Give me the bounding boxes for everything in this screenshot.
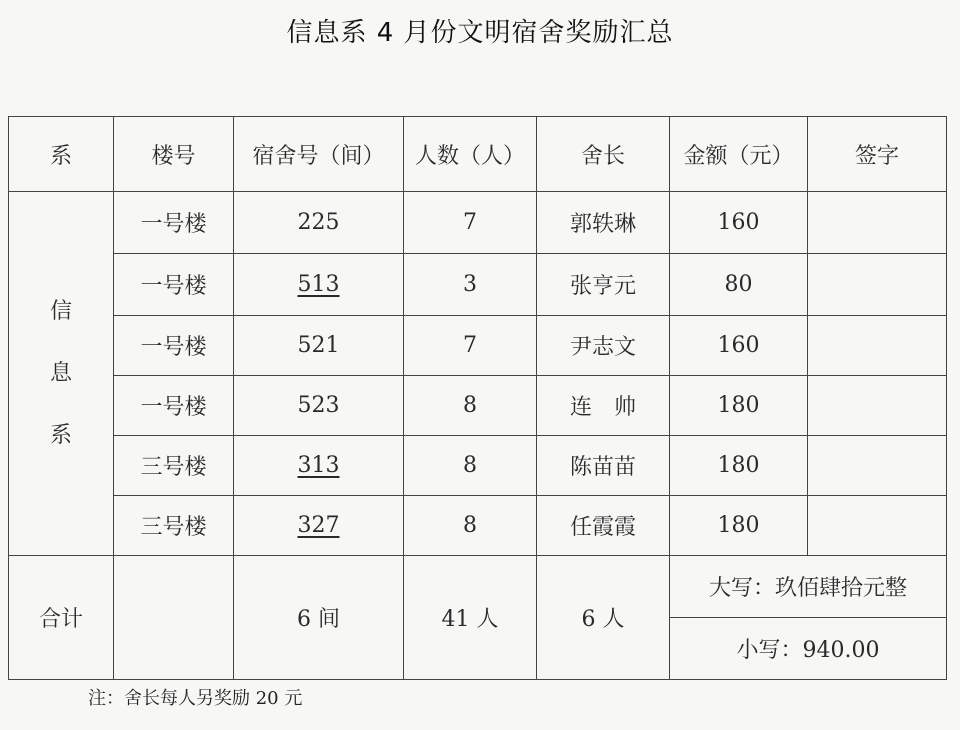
total-label: 合计 <box>9 556 114 680</box>
amount-cell: 160 <box>670 192 808 254</box>
people-cell: 8 <box>404 436 537 496</box>
total-people: 41 人 <box>404 556 537 680</box>
header-room: 宿舍号（间） <box>234 117 404 192</box>
total-building-cell <box>114 556 234 680</box>
room-cell <box>234 436 404 496</box>
header-row <box>9 117 947 192</box>
amount-in-figures: 小写：940.00 <box>670 618 947 680</box>
amount-in-words: 大写：玖佰肆拾元整 <box>670 556 947 618</box>
total-leaders: 6 人 <box>537 556 670 680</box>
footnote: 注：舍长每人另奖励 20 元 <box>88 688 303 709</box>
signature-cell[interactable] <box>808 496 947 556</box>
room-cell: 225 <box>234 192 404 254</box>
room-cell <box>234 496 404 556</box>
signature-cell[interactable] <box>808 316 947 376</box>
header-signature: 签字 <box>808 117 947 192</box>
total-row <box>9 556 947 618</box>
department-char: 信 <box>49 298 72 324</box>
building-cell: 三号楼 <box>114 436 234 496</box>
department-cell <box>9 192 114 556</box>
people-cell: 7 <box>404 192 537 254</box>
table-row <box>9 192 947 254</box>
amount-cell: 180 <box>670 436 808 496</box>
building-cell: 三号楼 <box>114 496 234 556</box>
header-people: 人数（人） <box>404 117 537 192</box>
room-cell <box>234 254 404 316</box>
people-cell: 3 <box>404 254 537 316</box>
department-char: 息 <box>49 360 72 386</box>
leader-cell: 陈苗苗 <box>537 436 670 496</box>
table-row <box>9 316 947 376</box>
amount-cell: 180 <box>670 496 808 556</box>
table-row <box>9 436 947 496</box>
signature-cell[interactable] <box>808 436 947 496</box>
total-rooms: 6 间 <box>234 556 404 680</box>
signature-cell[interactable] <box>808 376 947 436</box>
room-cell: 521 <box>234 316 404 376</box>
people-cell: 7 <box>404 316 537 376</box>
signature-cell[interactable] <box>808 254 947 316</box>
people-cell: 8 <box>404 496 537 556</box>
department-char: 系 <box>49 422 72 448</box>
building-cell: 一号楼 <box>114 254 234 316</box>
leader-cell: 尹志文 <box>537 316 670 376</box>
header-leader: 舍长 <box>537 117 670 192</box>
signature-cell[interactable] <box>808 192 947 254</box>
header-department: 系 <box>9 117 114 192</box>
table-row <box>9 376 947 436</box>
leader-cell: 连 帅 <box>537 376 670 436</box>
award-summary-table <box>8 116 947 680</box>
leader-cell: 任霞霞 <box>537 496 670 556</box>
leader-cell: 郭轶琳 <box>537 192 670 254</box>
people-cell: 8 <box>404 376 537 436</box>
building-cell: 一号楼 <box>114 316 234 376</box>
page-title: 信息系 4 月份文明宿舍奖励汇总 <box>286 18 674 48</box>
amount-cell: 160 <box>670 316 808 376</box>
room-cell: 523 <box>234 376 404 436</box>
header-amount: 金额（元） <box>670 117 808 192</box>
leader-cell: 张亨元 <box>537 254 670 316</box>
room-number: 327 <box>297 513 340 538</box>
building-cell: 一号楼 <box>114 376 234 436</box>
table-row <box>9 496 947 556</box>
table-row <box>9 254 947 316</box>
room-number: 513 <box>297 272 340 297</box>
header-building: 楼号 <box>114 117 234 192</box>
room-number: 313 <box>297 453 340 478</box>
building-cell: 一号楼 <box>114 192 234 254</box>
amount-cell: 80 <box>670 254 808 316</box>
amount-cell: 180 <box>670 376 808 436</box>
